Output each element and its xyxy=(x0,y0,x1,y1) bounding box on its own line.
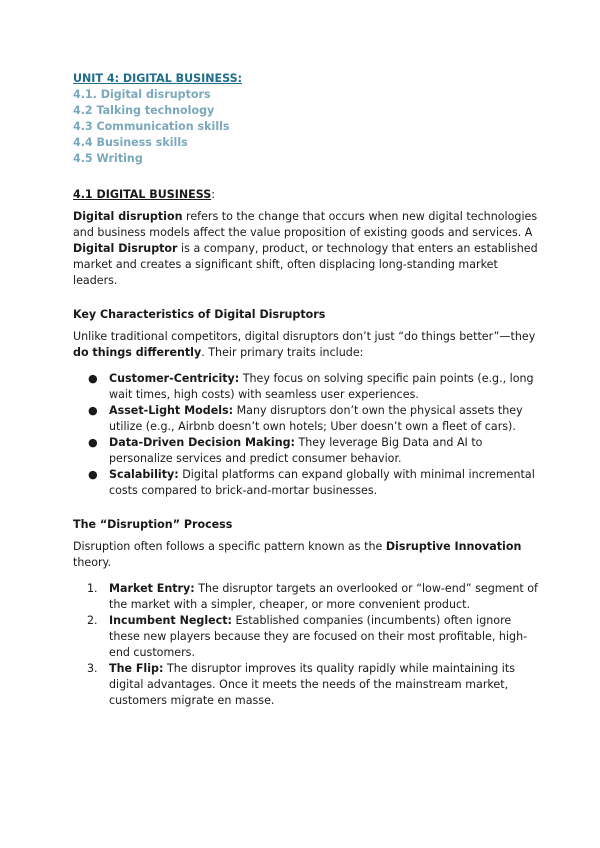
list-item xyxy=(73,467,540,499)
intro-paragraph xyxy=(73,209,540,289)
list-item xyxy=(73,661,540,709)
section-heading-text: 4.1 DIGITAL BUSINESS xyxy=(73,188,212,201)
list-item-text: They focus on solving specific pain points (e.g., long wait times, high costs) with seamless user experiences. xyxy=(109,372,534,401)
process-lead-bold: Disruptive Innovation xyxy=(385,540,522,553)
process-heading: The “Disruption” Process xyxy=(73,518,233,531)
characteristics-lead-end: . Their primary traits include: xyxy=(201,346,364,359)
characteristics-lead xyxy=(73,329,540,361)
toc-item-business-skills[interactable]: 4.4 Business skills xyxy=(73,136,188,149)
term-digital-disruption: Digital disruption xyxy=(73,210,183,223)
bullet-icon: ● xyxy=(88,404,98,417)
list-item xyxy=(73,371,540,403)
list-item xyxy=(73,403,540,435)
characteristics-heading: Key Characteristics of Digital Disruptors xyxy=(73,308,326,321)
list-item-label: The Flip: xyxy=(109,662,164,675)
characteristics-list xyxy=(73,371,540,499)
list-item-text: They leverage Big Data and AI to personalize services and predict consumer behavior. xyxy=(109,436,483,465)
bullet-icon: ● xyxy=(88,468,98,481)
table-of-contents xyxy=(73,87,540,167)
list-item xyxy=(73,435,540,467)
list-item-label: Data-Driven Decision Making: xyxy=(109,436,295,449)
step-number: 2. xyxy=(87,614,98,627)
section-heading xyxy=(73,187,540,203)
toc-item-digital-disruptors[interactable]: 4.1. Digital disruptors xyxy=(73,88,211,101)
toc-item-talking-technology[interactable]: 4.2 Talking technology xyxy=(73,104,215,117)
toc-item-communication-skills[interactable]: 4.3 Communication skills xyxy=(73,120,230,133)
bullet-icon: ● xyxy=(88,436,98,449)
process-lead-end: theory. xyxy=(73,556,112,569)
characteristics-lead-text: Unlike traditional competitors, digital disruptors don’t just “do things better”—they xyxy=(73,330,536,343)
step-number: 1. xyxy=(87,582,98,595)
list-item-label: Customer-Centricity: xyxy=(109,372,240,385)
unit-title-link[interactable]: UNIT 4: DIGITAL BUSINESS: xyxy=(73,72,243,85)
list-item-text: Digital platforms can expand globally with minimal incremental costs compared to brick-and-mortar businesses. xyxy=(109,468,535,497)
intro-text-2: is a company, product, or technology that enters an established market and creates a significant shift, often displacing long-standing market leaders. xyxy=(73,242,538,287)
list-item-text: Many disruptors don’t own the physical assets they utilize (e.g., Airbnb doesn’t own hotels; Uber doesn’t own a fleet of cars). xyxy=(109,404,523,433)
process-lead-text: Disruption often follows a specific pattern known as the xyxy=(73,540,386,553)
list-item-text: Established companies (incumbents) often ignore these new players because they are focused on their most profitable, high-end customers. xyxy=(109,614,528,659)
process-lead xyxy=(73,539,540,571)
list-item-label: Market Entry: xyxy=(109,582,195,595)
list-item-text: The disruptor improves its quality rapidly while maintaining its digital advantages. Once it meets the needs of the mainstream market, customers migrate en masse. xyxy=(109,662,516,707)
intro-text-1: refers to the change that occurs when new digital technologies and business models affect the value proposition of existing goods and services. A xyxy=(73,210,538,239)
list-item-label: Scalability: xyxy=(109,468,179,481)
bullet-icon: ● xyxy=(88,372,98,385)
section-heading-colon: : xyxy=(211,188,215,201)
list-item-label: Asset-Light Models: xyxy=(109,404,234,417)
list-item-label: Incumbent Neglect: xyxy=(109,614,232,627)
step-number: 3. xyxy=(87,662,98,675)
term-digital-disruptor: Digital Disruptor xyxy=(73,242,178,255)
toc-item-writing[interactable]: 4.5 Writing xyxy=(73,152,143,165)
process-steps-list xyxy=(73,581,540,709)
list-item-text: The disruptor targets an overlooked or “low-end” segment of the market with a simpler, cheaper, or more convenient product. xyxy=(109,582,538,611)
characteristics-lead-bold: do things differently xyxy=(73,346,202,359)
list-item xyxy=(73,581,540,613)
list-item xyxy=(73,613,540,661)
